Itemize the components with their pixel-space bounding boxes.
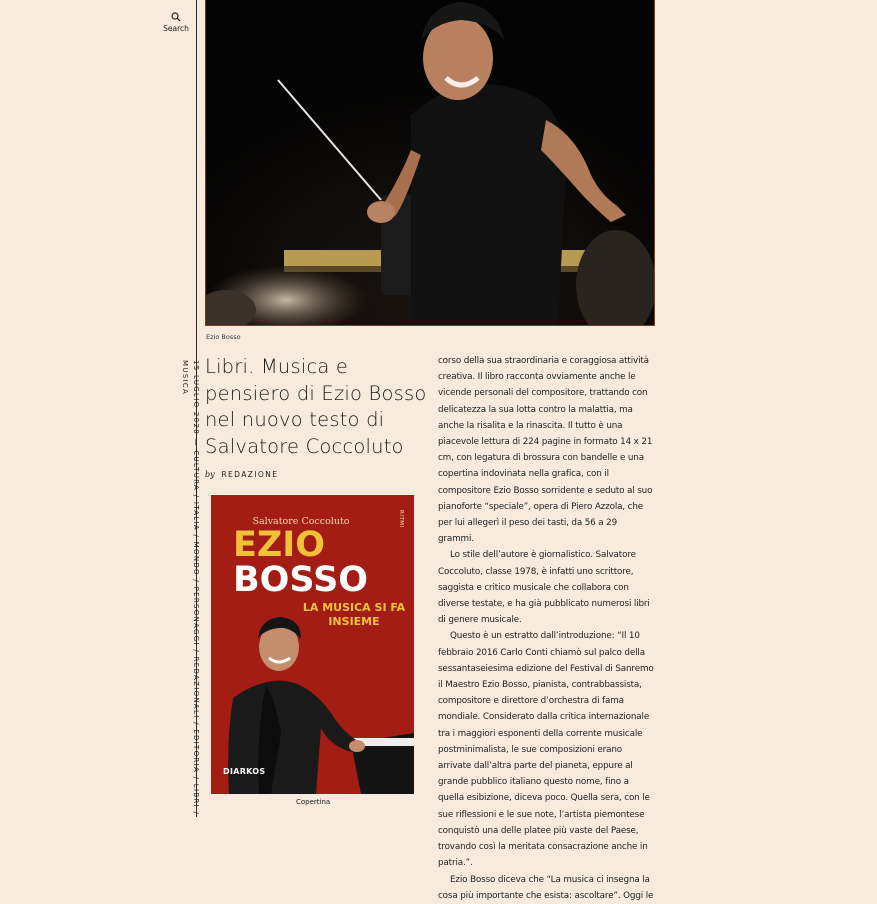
article-paragraph: Ezio Bosso diceva che “La musica ci insegna la cosa più importante che esista: ascoltare”. Oggi le — [438, 874, 654, 901]
cover-subtitle: LA MUSICA SI FA INSIEME — [302, 601, 406, 628]
author-link[interactable]: REDAZIONE — [221, 470, 279, 479]
cover-title-line1: EZIO — [233, 525, 326, 565]
post-date: 15 LUGLIO 2020 — [192, 360, 200, 435]
cover-caption: Copertina — [296, 798, 331, 806]
post-categories[interactable]: CULTURA / ITALIA / MONDO / PERSONAGGI / REDAZIONALI / EDITORIA / LIBRI / — [192, 450, 200, 816]
byline-prefix: by — [205, 470, 215, 479]
cover-title-line2: BOSSO — [233, 560, 369, 600]
search-label: Search — [163, 24, 189, 33]
pianist-illustration — [211, 603, 414, 794]
cover-series: RITMI — [398, 510, 404, 528]
article-paragraph: corso della sua straordinaria e coraggiosa attività creativa. Il libro racconta ovviamente anche le vicende personali del compositore, trattando con delicatezza la sua lotta contro la malattia, ma anche la risalita e la rinascita. Il tutto è una piacevole lettura di 224 pagine in formato 14 x 21 cm, con legatura di brossura con bandelle e una copertina indovinata nella grafica, con il compositore Ezio Bosso sorridente e seduto al suo pianoforte “speciale”, opera di Piero Azzola, che per lui allegerì il peso dei tasti, da 56 a 29 grammi. — [438, 356, 653, 545]
search-button[interactable] — [158, 12, 194, 33]
article-title: Libri. Musica e pensiero di Ezio Bosso nel nuovo testo di Salvatore Coccoluto — [205, 355, 427, 458]
hero-image — [205, 0, 655, 326]
post-meta: 15 LUGLIO 2020 — CULTURA / ITALIA / MONDO / PERSONAGGI / REDAZIONALI / EDITORIA / LIBRI / MUSICA — [181, 360, 200, 816]
byline — [205, 470, 278, 479]
book-cover-image — [211, 495, 414, 794]
hero-caption: Ezio Bosso — [206, 333, 241, 341]
conductor-photo — [206, 0, 654, 325]
search-icon — [171, 12, 181, 22]
cover-author: Salvatore Coccoluto — [252, 516, 350, 527]
article-paragraph: Lo stile dell’autore è giornalistico. Salvatore Coccoluto, classe 1978, è infatti uno scrittore, saggista e critico musicale che collabora con diverse testate, e ha già pubblicato numerosi libri di genere musicale. — [438, 550, 650, 626]
cover-publisher: DIARKOS — [223, 767, 266, 776]
article-body — [438, 353, 654, 904]
post-category-musica[interactable]: MUSICA — [181, 360, 189, 396]
article-paragraph: Questo è un estratto dall’introduzione: “Il 10 febbraio 2016 Carlo Conti chiamò sul palco della sessantaseiesima edizione del Festival di Sanremo il Maestro Ezio Bosso, pianista, contrabbassista, compositore e direttore d’orchestra di fama mondiale. Considerato dalla critica internazionale tra i maggiori esponenti della corrente musicale postminimalista, le sue composizioni erano arrivate dall’altra parte del pianeta, eppure al grande pubblico italiano questo nome, fino a quella esibizione, diceva poco. Quella sera, con le sue riflessioni e le sue note, l’artista piemontese conquistò una delle platee più vaste del Paese, trovando così la meritata consacrazione anche in patria.”. — [438, 631, 654, 869]
